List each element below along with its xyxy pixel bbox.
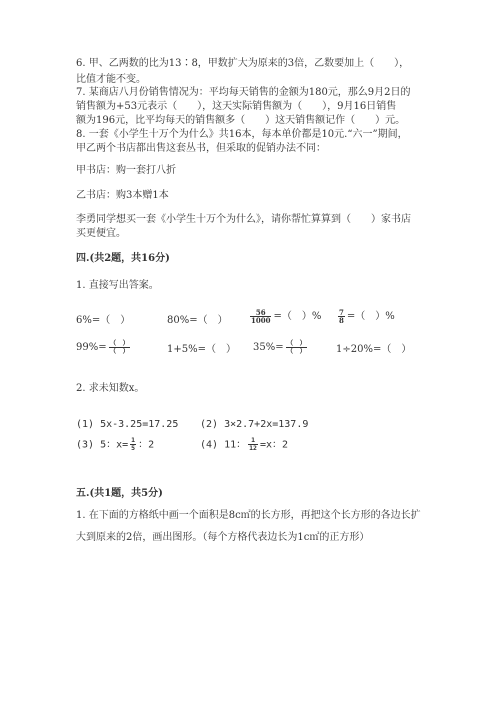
calc-r2c3-head: 35%= xyxy=(253,342,284,353)
shop-b-offer: 乙书店：购3本赠1本 xyxy=(76,190,169,201)
calc-r1c4 xyxy=(336,309,395,324)
equation-4-head: (4) 11： xyxy=(200,439,247,451)
section-4-header: 四.(共2题，共16分) xyxy=(76,253,170,264)
q8-line-1: 8. 一套《小学生十万个为什么》共16本，每本单价都是10元.“六一”期间， xyxy=(76,129,408,140)
section-5-header: 五.(共1题，共5分) xyxy=(76,488,163,499)
calc-r2c4: 1÷20%=（ ） xyxy=(336,344,412,355)
calc-r2c1-head: 99%= xyxy=(76,342,107,353)
q8-line-3: 李勇同学想买一套《小学生十万个为什么》，请你帮忙算算到（ ）家书店 xyxy=(76,214,411,225)
calc-r1c3 xyxy=(248,309,321,324)
equation-3-tail: ：2 xyxy=(138,439,155,451)
fraction-1-over-5: $\frac{1}{5}$ xyxy=(131,436,136,452)
calc-r1c1: 6%=（ ） xyxy=(76,315,131,326)
equation-1: (1) 5x-3.25=17.25 xyxy=(76,419,179,430)
calc-r1c4-tail: =（ ）% xyxy=(346,311,395,322)
q7-line-2: 销售额为+53元表示（ ），这天实际销售额为（ ），9月16日销售 xyxy=(76,101,397,112)
fraction-7-over-8: $\frac{7}{8}$ xyxy=(339,308,344,325)
section-5-q1-line-2: 大到原来的2倍，画出图形。（每个方格代表边长为1c㎡的正方形） xyxy=(76,532,370,543)
calc-r1c3-tail: =（ ）% xyxy=(273,311,322,322)
blank-fraction: $\frac{( )}{( )}$ xyxy=(286,339,307,355)
section-4-q2-title: 2. 求未知数x。 xyxy=(76,383,145,394)
q6-line-2: 比值才能不变。 xyxy=(76,74,146,85)
equation-3 xyxy=(76,437,154,453)
q7-line-1: 7. 某商店八月份销售情况为：平均每天销售的金额为180元，那么9月2日的 xyxy=(76,87,411,98)
q8-line-4: 买更便宜。 xyxy=(76,228,126,239)
q7-line-3: 额为196元，比平均每天的销售额多（ ）这天销售额记作（ ）元。 xyxy=(76,115,406,126)
calc-r2c1 xyxy=(76,340,132,355)
calc-r2c3 xyxy=(253,340,309,355)
blank-fraction: $\frac{( )}{( )}$ xyxy=(109,339,130,355)
equation-4 xyxy=(200,437,288,453)
q6-line-1: 6. 甲、乙两数的比为13∶8，甲数扩大为原来的3倍，乙数要加上（ ）， xyxy=(76,58,410,69)
equation-2: (2) 3×2.7+2x=137.9 xyxy=(200,419,309,430)
equation-4-tail: =x：2 xyxy=(259,439,289,451)
fraction-56-over-1000: $\frac{56}{1000}$ xyxy=(251,308,271,325)
calc-r2c2: 1+5%=（ ） xyxy=(167,344,236,355)
calc-r1c2: 80%=（ ） xyxy=(167,315,228,326)
shop-a-offer: 甲书店：购一套打八折 xyxy=(76,165,176,176)
equation-3-head: (3) 5：x= xyxy=(76,439,129,451)
section-4-q1-title: 1. 直接写出答案。 xyxy=(76,280,159,291)
q8-line-2: 甲乙两个书店都出售这套丛书，但采取的促销办法不同： xyxy=(76,143,326,154)
fraction-1-over-12: $\frac{1}{12}$ xyxy=(249,436,257,452)
section-5-q1-line-1: 1. 在下面的方格纸中画一个面积是8c㎡的长方形，再把这个长方形的各边长扩 xyxy=(76,510,421,521)
